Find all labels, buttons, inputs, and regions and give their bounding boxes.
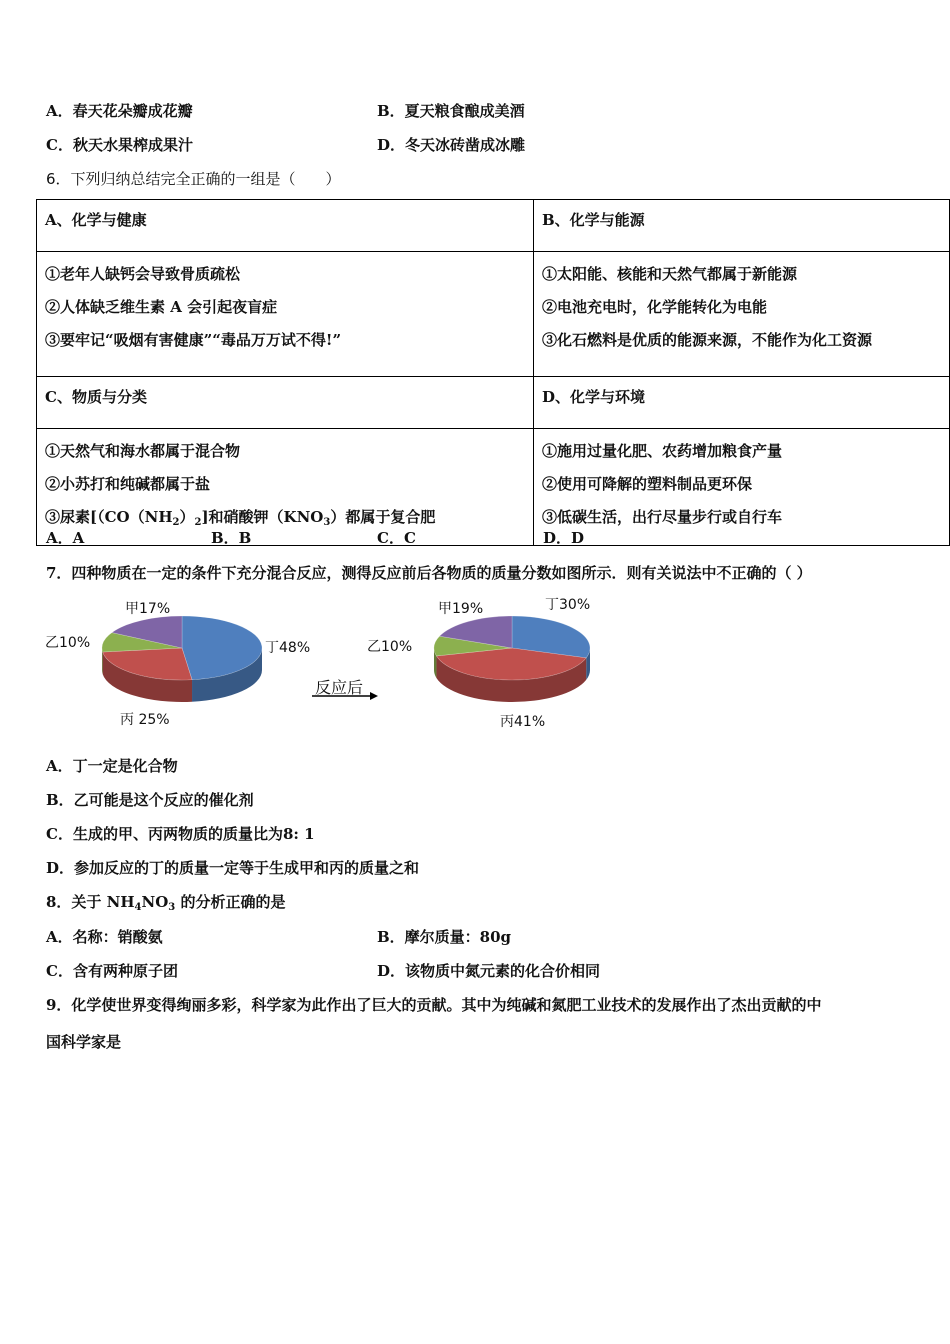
q8-option-c[interactable]: C．含有两种原子团 — [46, 962, 178, 980]
q6-c-item-2: ②小苏打和纯碱都属于盐 — [45, 475, 211, 493]
q8-option-d[interactable]: D．该物质中氮元素的化合价相同 — [377, 962, 601, 980]
q6-cell-b-body — [534, 252, 950, 377]
q6-option-a[interactable]: A．A — [46, 529, 85, 547]
q5-option-d[interactable]: D．冬天冰砖凿成冰雕 — [377, 136, 526, 154]
pie1-label-yi: 乙10% — [45, 635, 91, 651]
q5-option-a[interactable]: A．春天花朵瓣成花瓣 — [46, 102, 193, 120]
q6-a-item-2: ②人体缺乏维生素 A 会引起夜盲症 — [45, 298, 278, 316]
q6-cell-c-body — [37, 429, 534, 546]
q9-stem-line-2: 国科学家是 — [46, 1033, 122, 1051]
q6-cell-b-head — [534, 200, 950, 252]
q6-c-item-3: ③尿素[$(CO(NH_2)_2]$和硝酸钾$(KNO_3)$都属于复合肥 — [45, 508, 436, 528]
pie1-label-ding: 丁48% — [265, 640, 311, 656]
q6-table — [36, 199, 950, 546]
q7-stem: 7．四种物质在一定的条件下充分混合反应，测得反应前后各物质的质量分数如图所示．则有关说法中不正确的（ ） — [46, 564, 812, 582]
q6-cell-c-head — [37, 377, 534, 429]
q6-c-head: C、物质与分类 — [45, 388, 147, 406]
q6-d-head: D、化学与环境 — [542, 388, 646, 406]
q6-b-item-1: ①太阳能、核能和天然气都属于新能源 — [542, 265, 798, 283]
pie-chart-after — [430, 608, 595, 713]
q6-option-c[interactable]: C．C — [377, 529, 416, 547]
q6-b-item-3: ③化石燃料是优质的能源来源，不能作为化工资源 — [542, 331, 873, 349]
q6-option-d[interactable]: D．D — [543, 529, 585, 547]
q6-cell-a-body — [37, 252, 534, 377]
q6-d-item-3: ③低碳生活，出行尽量步行或自行车 — [542, 508, 783, 526]
q6-b-item-2: ②电池充电时，化学能转化为电能 — [542, 298, 768, 316]
q6-d-item-1: ①施用过量化肥、农药增加粮食产量 — [542, 442, 783, 460]
q6-cell-d-head — [534, 377, 950, 429]
q6-d-item-2: ②使用可降解的塑料制品更环保 — [542, 475, 753, 493]
q7-option-a[interactable]: A．丁一定是化合物 — [46, 757, 178, 775]
pie2-label-jia: 甲19% — [438, 601, 484, 617]
q5-option-c[interactable]: C．秋天水果榨成果汁 — [46, 136, 193, 154]
q8-stem: 8．关于 $NH_4NO_3$ 的分析正确的是 — [46, 893, 286, 913]
q9-stem-line-1: 9．化学使世界变得绚丽多彩，科学家为此作出了巨大的贡献。其中为纯碱和氮肥工业技术的发展作出了杰出贡献的中 — [46, 996, 822, 1014]
q7-option-c[interactable]: C．生成的甲、丙两物质的质量比为8: 1 — [46, 825, 315, 843]
q6-c-item-1: ①天然气和海水都属于混合物 — [45, 442, 241, 460]
q8-option-b[interactable]: B．摩尔质量：80g — [377, 928, 512, 946]
q6-stem: 6．下列归纳总结完全正确的一组是（ ） — [46, 170, 341, 188]
q6-a-head: A、化学与健康 — [45, 211, 147, 229]
right-arrow-icon — [312, 690, 382, 702]
q6-a-item-3: ③要牢记“吸烟有害健康”“毒品万万试不得!” — [45, 331, 342, 349]
q7-option-d[interactable]: D．参加反应的丁的质量一定等于生成甲和丙的质量之和 — [46, 859, 420, 877]
q6-b-head: B、化学与能源 — [542, 211, 645, 229]
q6-option-b[interactable]: B．B — [211, 529, 252, 547]
q8-option-a[interactable]: A．名称：销酸氨 — [46, 928, 163, 946]
pie2-label-yi: 乙10% — [367, 639, 413, 655]
pie1-label-jia: 甲17% — [125, 601, 171, 617]
arrow-label: 反应后 — [315, 678, 364, 697]
q6-a-item-1: ①老年人缺钙会导致骨质疏松 — [45, 265, 241, 283]
pie2-label-bing: 丙41% — [500, 714, 546, 730]
q5-option-b[interactable]: B．夏天粮食酿成美酒 — [377, 102, 525, 120]
q6-cell-d-body — [534, 429, 950, 546]
q6-cell-a-head — [37, 200, 534, 252]
pie-chart-before — [100, 608, 270, 713]
pie2-label-ding: 丁30% — [545, 597, 591, 613]
pie1-label-bing: 丙 25% — [120, 712, 170, 728]
q7-option-b[interactable]: B．乙可能是这个反应的催化剂 — [46, 791, 254, 809]
